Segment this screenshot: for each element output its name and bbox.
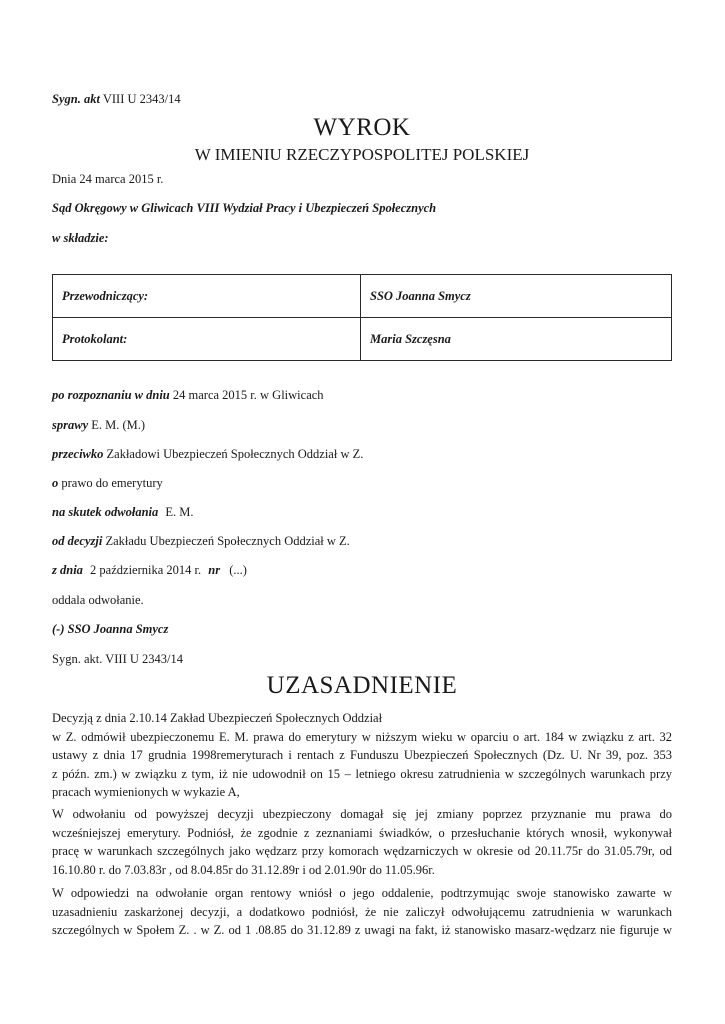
decision-date-line xyxy=(52,563,247,578)
table-row xyxy=(53,275,672,318)
case-signature xyxy=(52,92,181,107)
decision-value: Zakładu Ubezpieczeń Społecznych Oddział w Z. xyxy=(105,534,350,548)
decision-date-value: 2 października 2014 r. xyxy=(90,563,202,577)
composition-label: w składzie: xyxy=(52,231,109,245)
presiding-judge-name: SSO Joanna Smycz xyxy=(361,275,672,318)
presiding-judge-role: Przewodniczący: xyxy=(53,275,361,318)
paragraph-line: 16.10.80 r. do 7.03.83r , od 8.04.85r do 31.12.89r i od 2.01.90r do 11.05.96r. xyxy=(52,862,435,877)
against-line xyxy=(52,447,363,462)
subject-value: prawo do emerytury xyxy=(61,476,163,490)
subject-label: o xyxy=(52,476,59,490)
appeal-line xyxy=(52,505,194,520)
judgment-date: Dnia 24 marca 2015 r. xyxy=(52,172,164,186)
justification-paragraph-1 xyxy=(52,709,672,802)
court-clerk-name: Maria Szczęsna xyxy=(361,318,672,361)
paragraph-line: wcześniejszej emerytury. Podniósł, że zgodnie z zeznaniami świadków, o przesłuchanie których wnosił, wykonywał xyxy=(52,825,672,840)
paragraph-line: z późn. zm.) w związku z tym, iż nie udowodnił on 15 – letniego okresu zatrudnienia w szczególnych warunkach przy xyxy=(52,766,672,781)
case-of-label: sprawy xyxy=(52,418,89,432)
against-label: przeciwko xyxy=(52,447,104,461)
paragraph-line: ustawy z dnia 17 grudnia 1998remeryturach i rentach z Funduszu Ubezpieczeń Społecznych (Dz. U. Nr 39, poz. 353 xyxy=(52,748,672,762)
justification-title: UZASADNIENIE xyxy=(266,672,458,699)
justification-paragraph-2 xyxy=(52,805,672,879)
case-signature-label: Sygn. akt xyxy=(52,92,100,106)
paragraph-line: uzasadnieniu zaskarżonej decyzji, a dodatkowo podniósł, że nie zaliczył odwołującemu zatrudnienia w warunkach xyxy=(52,904,672,919)
case-signature-value: VIII U 2343/14 xyxy=(102,92,181,106)
justification-paragraph-3 xyxy=(52,884,672,940)
verdict-text: oddala odwołanie. xyxy=(52,593,144,607)
decision-number-label: nr xyxy=(208,563,221,577)
document-subtitle: W IMIENIU RZECZYPOSPOLITEJ POLSKIEJ xyxy=(194,145,530,164)
decision-line xyxy=(52,534,350,549)
hearing-date-value: 24 marca 2015 r. w Gliwicach xyxy=(172,388,324,402)
case-signature-repeat: Sygn. akt. VIII U 2343/14 xyxy=(52,652,184,666)
paragraph-line: pracach wymienionych w wykazie A, xyxy=(52,785,240,799)
case-of-value: E. M. (M.) xyxy=(91,418,146,432)
case-of-line xyxy=(52,418,145,433)
decision-label: od decyzji xyxy=(52,534,103,548)
document-title: WYROK xyxy=(313,114,411,141)
appeal-label: na skutek odwołania xyxy=(52,505,159,519)
paragraph-line: pracę w warunkach szczególnych jako wędzarz przy komorach wędzarniczych w okresie od 20.11.75r do 31.05.79r, od xyxy=(52,844,672,858)
paragraph-line: szczególnych w Społem Z. . w Z. od 1 .08.85 do 31.12.89 z uwagi na fakt, iż stanowisko masarz-wędzarz nie figuruje w xyxy=(52,923,672,937)
appeal-value: E. M. xyxy=(165,505,194,519)
court-name: Sąd Okręgowy w Gliwicach VIII Wydział Pracy i Ubezpieczeń Społecznych xyxy=(52,201,437,215)
hearing-date-label: po rozpoznaniu w dniu xyxy=(52,388,170,402)
court-clerk-role: Protokolant: xyxy=(53,318,361,361)
decision-date-label: z dnia xyxy=(52,563,83,577)
composition-table xyxy=(52,274,672,361)
table-row xyxy=(53,318,672,361)
against-value: Zakładowi Ubezpieczeń Społecznych Oddział w Z. xyxy=(106,447,364,461)
paragraph-line: w Z. odmówił ubezpieczonemu E. M. prawa do emerytury w niższym wieku w oparciu o art. 184 w związku z art. 32 xyxy=(52,729,672,744)
hearing-date-line xyxy=(52,388,324,403)
paragraph-line: W odpowiedzi na odwołanie organ rentowy wniósł o jego oddalenie, podtrzymując swoje stanowisko zawarte w xyxy=(52,886,672,900)
paragraph-line: W odwołaniu od powyższej decyzji ubezpieczony domagał się jej zmiany poprzez przyznanie mu prawa do xyxy=(52,807,672,821)
paragraph-line: Decyzją z dnia 2.10.14 Zakład Ubezpieczeń Społecznych Oddział xyxy=(52,711,383,725)
decision-number-value: (...) xyxy=(229,563,247,577)
subject-line xyxy=(52,476,163,491)
judge-signature: (-) SSO Joanna Smycz xyxy=(52,622,169,636)
